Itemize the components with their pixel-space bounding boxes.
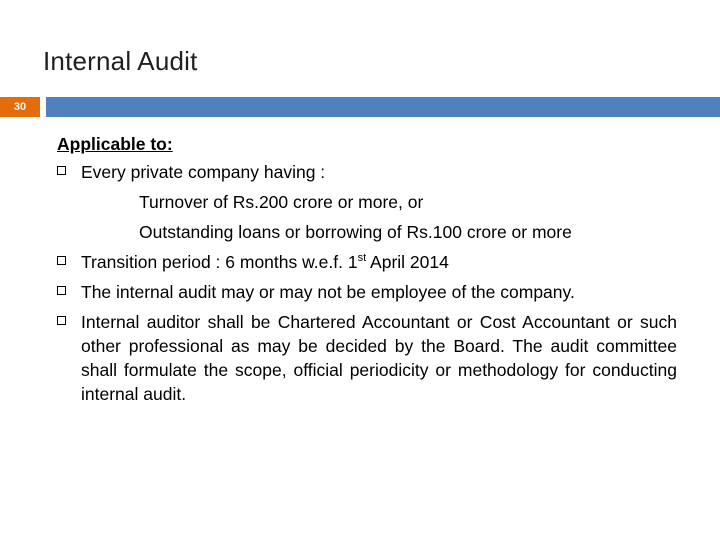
sub-item: Turnover of Rs.200 crore or more, or: [139, 192, 424, 212]
bullet-item: [57, 280, 677, 304]
square-bullet-icon: [57, 316, 66, 325]
bullet-text: Internal auditor shall be Chartered Accountant or Cost Accountant or such other professional as may be decided by the Board. The audit committee shall formulate the scope, official periodicity or methodology for conducting internal audit.: [81, 312, 677, 404]
bullet-item: [57, 160, 677, 244]
sub-item: Outstanding loans or borrowing of Rs.100 crore or more: [139, 222, 572, 242]
slide-title: Internal Audit: [43, 46, 198, 76]
square-bullet-icon: [57, 256, 66, 265]
slide-number-badge: [0, 97, 40, 117]
slide-number: 30: [13, 101, 27, 113]
slide-body: [57, 132, 677, 406]
bullet-text: The internal audit may or may not be employee of the company.: [81, 282, 575, 302]
square-bullet-icon: [57, 286, 66, 295]
bullet-item: [57, 310, 677, 406]
section-heading: Applicable to:: [57, 134, 173, 154]
bullet-item: [57, 250, 677, 274]
ordinal-superscript: st: [357, 252, 367, 265]
bullet-text: Every private company having :: [81, 162, 326, 182]
bullet-text: Transition period : 6 months w.e.f. 1: [81, 252, 358, 272]
title-divider-bar: [46, 97, 720, 117]
square-bullet-icon: [57, 166, 66, 175]
bullet-text-continued: April 2014: [366, 252, 449, 272]
